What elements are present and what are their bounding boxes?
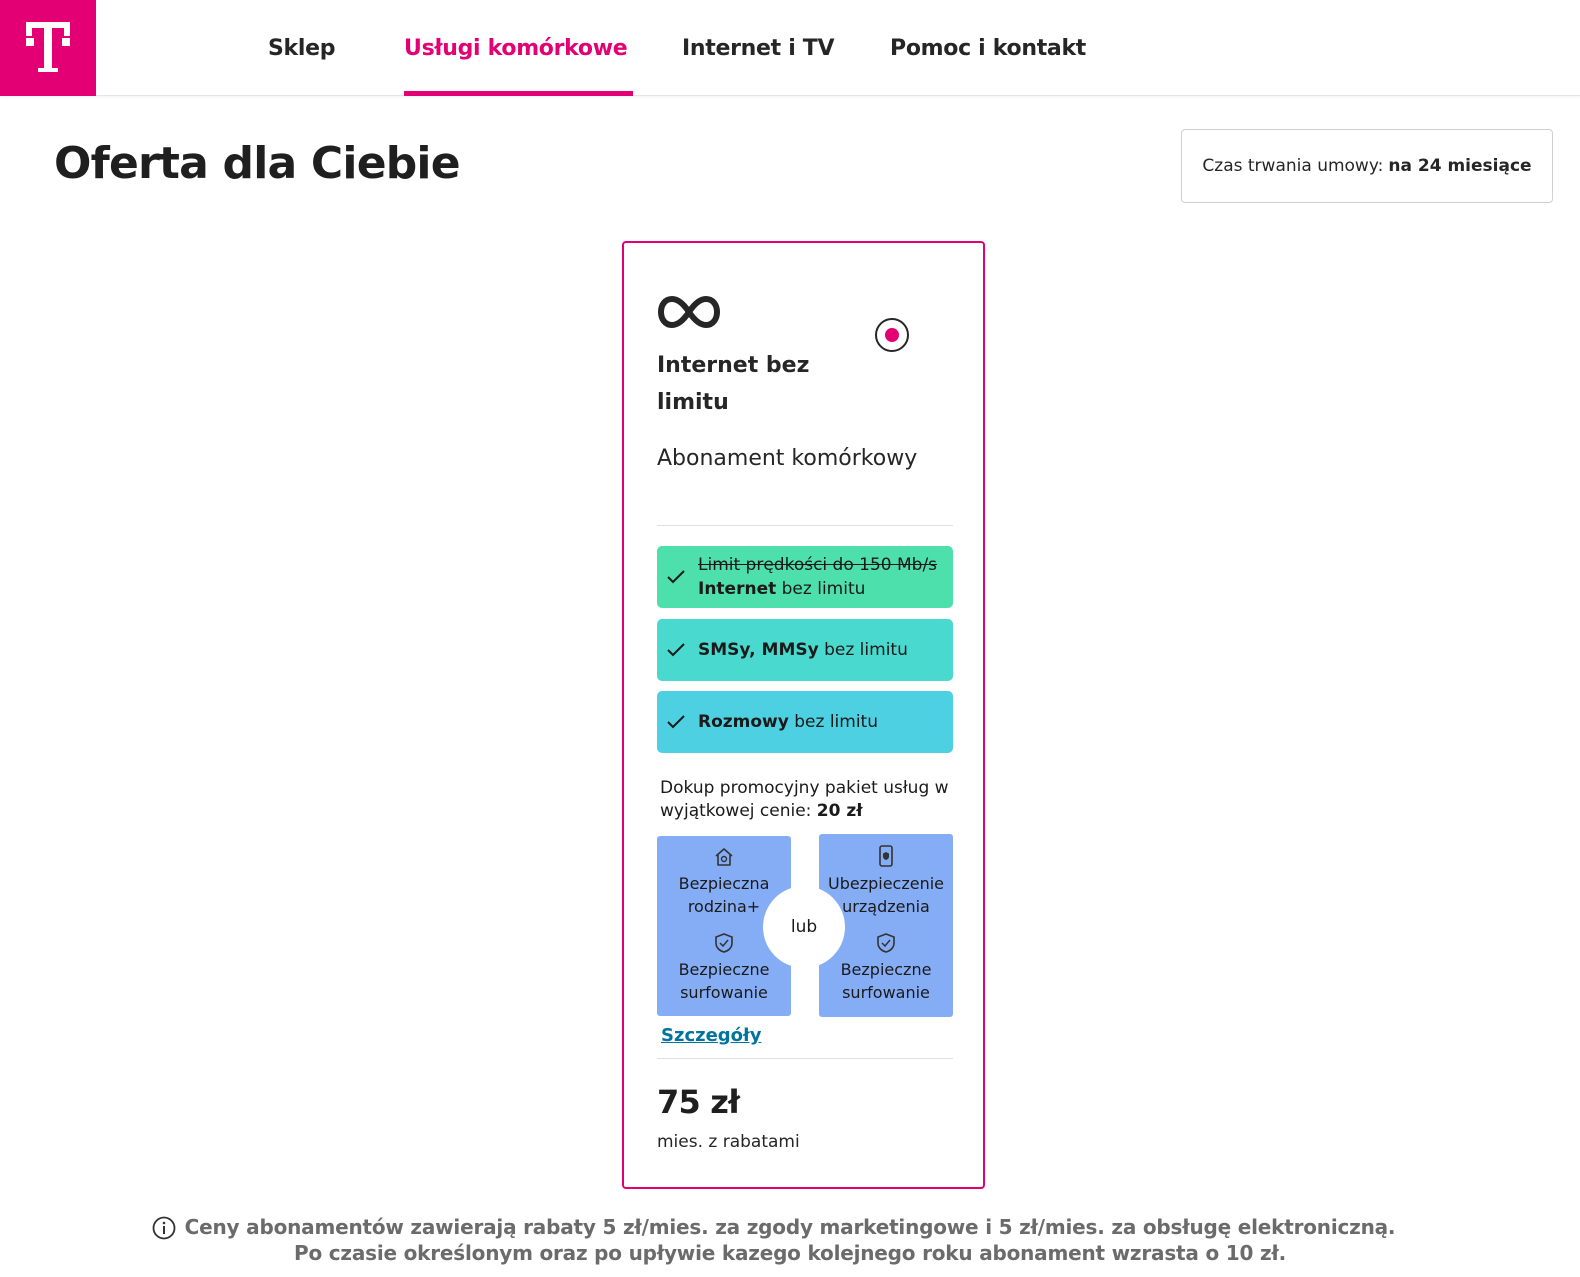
contract-duration-selector[interactable] <box>1181 129 1553 203</box>
package-label: Bezpieczna rodzina+ <box>678 874 770 916</box>
house-icon <box>713 846 735 868</box>
telekom-logo[interactable] <box>0 0 96 96</box>
shield-icon <box>713 932 735 954</box>
check-icon <box>666 713 686 731</box>
pricing-footnote <box>0 1214 1580 1266</box>
contract-duration-label: Czas trwania umowy: <box>1202 156 1384 176</box>
top-header <box>0 0 1580 96</box>
feature-sms-mms <box>657 619 953 681</box>
feature-bold-text: Rozmowy <box>698 712 789 732</box>
feature-bold-text: SMSy, MMSy <box>698 640 819 660</box>
package-label: Bezpieczne surfowanie <box>840 960 932 1002</box>
details-link[interactable]: Szczegóły <box>661 1025 762 1046</box>
or-separator: lub <box>763 886 845 968</box>
check-icon <box>666 641 686 659</box>
plan-card[interactable] <box>622 241 985 1189</box>
card-divider <box>657 1058 953 1059</box>
feature-bold-text: Internet <box>698 579 777 599</box>
plan-price-note: mies. z rabatami <box>657 1132 800 1152</box>
plan-type: Abonament komórkowy <box>657 446 918 471</box>
page-title: Oferta dla Ciebie <box>54 138 460 189</box>
package-label: Ubezpieczenie urządzenia <box>827 874 945 916</box>
feature-calls <box>657 691 953 753</box>
feature-internet <box>657 546 953 608</box>
plan-name: Internet bez limitu <box>657 353 810 415</box>
plan-price: 75 zł <box>657 1083 740 1121</box>
plan-select-radio[interactable] <box>875 318 909 352</box>
infinity-icon <box>657 295 721 329</box>
package-label: Bezpieczne surfowanie <box>678 960 770 1002</box>
nav-internet-i-tv[interactable]: Internet i TV <box>682 36 835 61</box>
nav-sklep[interactable]: Sklep <box>268 36 336 61</box>
feature-rest-text: bez limitu <box>818 640 908 660</box>
card-divider <box>657 525 953 526</box>
promo-price: 20 zł <box>816 801 863 821</box>
feature-strike-text: Limit prędkości do 150 Mb/s <box>698 555 938 575</box>
promo-text <box>660 777 950 823</box>
phone-icon <box>875 844 897 868</box>
feature-rest-text: bez limitu <box>788 712 878 732</box>
contract-duration-value: na 24 miesiące <box>1388 156 1532 176</box>
promo-description: Dokup promocyjny pakiet usług w wyjątkowej cenie: <box>660 778 949 821</box>
nav-uslugi-komorkowe[interactable]: Usługi komórkowe <box>404 0 627 96</box>
feature-rest-text: bez limitu <box>776 579 866 599</box>
footnote-line-2: Po czasie określonym oraz po upływie kazego kolejnego roku abonament wzrasta o 10 zł. <box>293 1241 1287 1265</box>
nav-pomoc-i-kontakt[interactable]: Pomoc i kontakt <box>890 36 1087 61</box>
check-icon <box>666 568 686 586</box>
info-icon <box>152 1216 176 1240</box>
footnote-line-1: Ceny abonamentów zawierają rabaty 5 zł/mies. za zgody marketingowe i 5 zł/mies. za obsługę elektroniczną. <box>184 1215 1396 1239</box>
shield-icon <box>875 932 897 954</box>
t-logo-icon <box>0 0 96 96</box>
